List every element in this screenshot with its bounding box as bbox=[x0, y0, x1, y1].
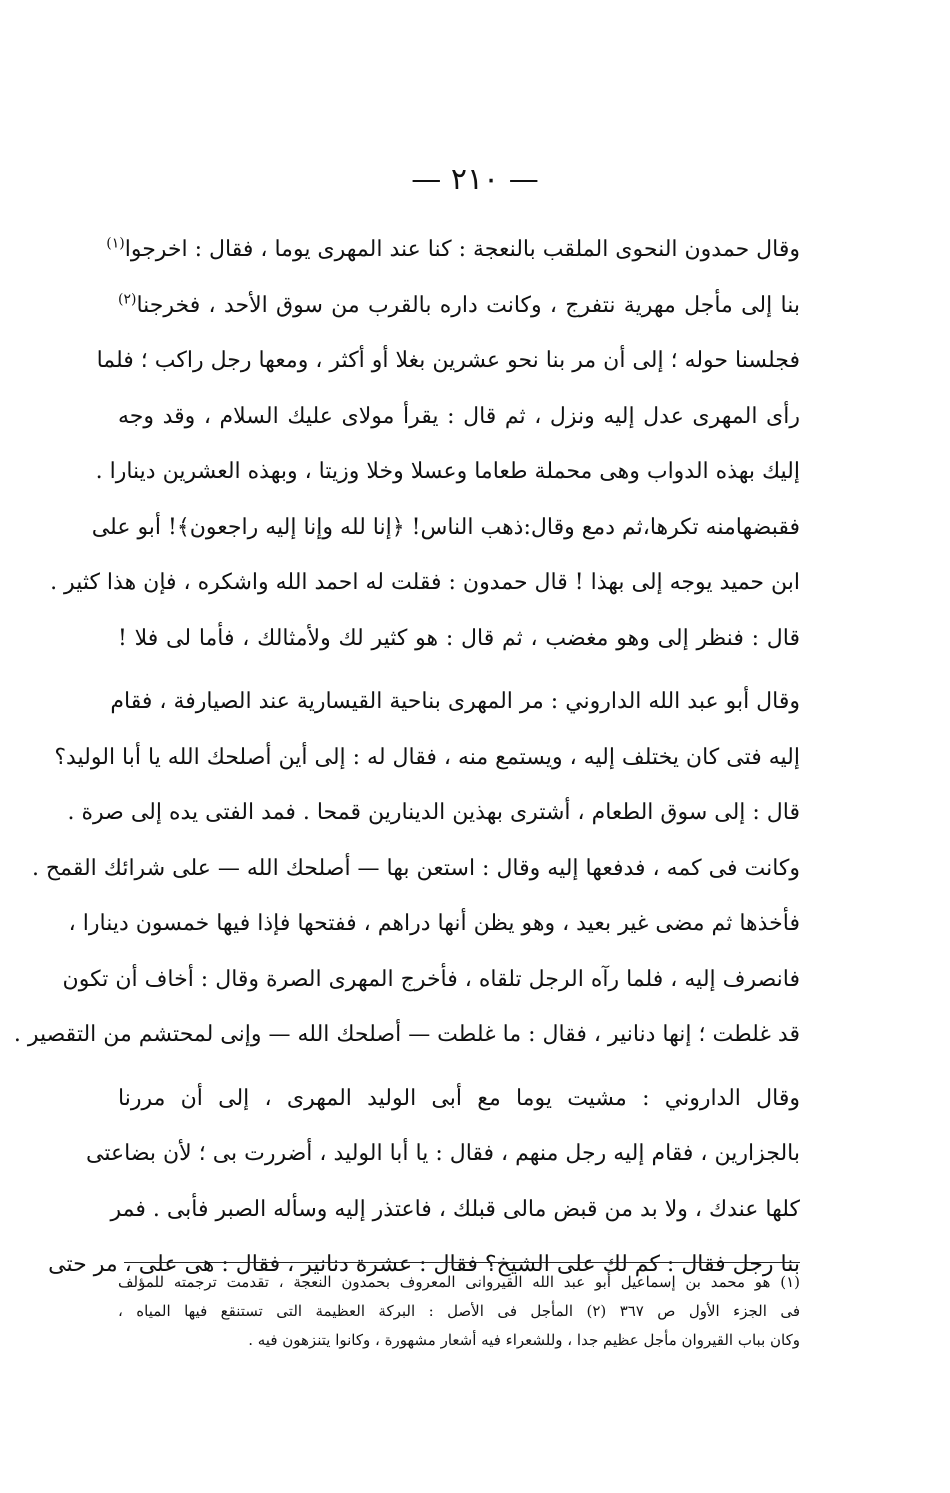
line-text: وقال حمدون النحوى الملقب بالنعجة : كنا عند المهرى يوما ، فقال : اخرجوا bbox=[124, 237, 800, 262]
paragraph-1 bbox=[50, 222, 800, 666]
paragraph-gap bbox=[118, 666, 800, 674]
text-line: وقال أبو عبد الله الداروني : مر المهرى بناحية القيسارية عند الصيارفة ، فقام bbox=[110, 689, 800, 714]
footnote-ref-2: (٢) bbox=[118, 291, 137, 308]
text-line: إليك بهذه الدواب وهى محملة طعاما وعسلا وخلا وزيتا ، وبهذه العشرين دينارا . bbox=[95, 459, 800, 484]
paragraph-3 bbox=[48, 1071, 800, 1293]
text-line: قال : إلى سوق الطعام ، أشترى بهذين الدينارين قمحا . فمد الفتى يده إلى صرة . bbox=[67, 800, 800, 825]
footnotes bbox=[118, 1268, 800, 1355]
footnote-divider bbox=[124, 1262, 800, 1263]
text-line: فأخذها ثم مضى غير بعيد ، وهو يظن أنها دراهم ، ففتحها فإذا فيها خمسون دينارا ، bbox=[68, 911, 800, 936]
text-line bbox=[118, 278, 800, 334]
text-line: قد غلطت ؛ إنها دنانير ، فقال : ما غلطت — أصلحك الله — وإنى لمحتشم من التقصير . bbox=[13, 1022, 800, 1047]
body-text bbox=[13, 222, 800, 1293]
paragraph-gap bbox=[118, 1063, 800, 1071]
footnote-ref-1: (١) bbox=[106, 235, 125, 252]
text-line: قال : فنظر إلى وهو مغضب ، ثم قال : هو كثير لك ولأمثالك ، فأما لى فلا ! bbox=[118, 625, 800, 651]
text-line: فانصرف إليه ، فلما رآه الرجل تلقاه ، فأخرج المهرى الصرة وقال : أخاف أن تكون bbox=[62, 966, 800, 992]
text-line: فقبضهامنه تكرها،ثم دمع وقال:ذهب الناس! ﴿إنا لله وإنا إليه راجعون﴾! أبو على bbox=[91, 514, 800, 540]
line-text: بنا إلى مأجل مهرية نتفرج ، وكانت داره بالقرب من سوق الأحد ، فخرجنا bbox=[136, 292, 800, 318]
text-line bbox=[106, 222, 800, 278]
text-line: ابن حميد يوجه إلى بهذا ! قال حمدون : فقلت له احمد الله واشكره ، فإن هذا كثير . bbox=[50, 570, 800, 595]
text-line: بالجزارين ، فقام إليه رجل منهم ، فقال : يا أبا الوليد ، أضررت بى ؛ لأن بضاعتى bbox=[86, 1141, 800, 1166]
text-line: رأى المهرى عدل إليه ونزل ، ثم قال : يقرأ مولاى عليك السلام ، وقد وجه bbox=[118, 403, 800, 429]
page-number: — ٢١٠ — bbox=[411, 162, 539, 197]
footnote-line: (١) هو محمد بن إسماعيل أبو عبد الله القيروانى المعروف بحمدون النعجة ، تقدمت ترجمته للمؤلف bbox=[118, 1273, 800, 1291]
text-line: وكانت فى كمه ، فدفعها إليه وقال : استعن بها — أصلحك الله — على شرائك القمح . bbox=[31, 855, 800, 881]
text-line: كلها عندك ، ولا بد من قبض مالى قبلك ، فاعتذر إليه وسأله الصبر فأبى . فمر bbox=[110, 1196, 800, 1222]
text-line: وقال الداروني : مشيت يوما مع أبى الوليد المهرى ، إلى أن مررنا bbox=[118, 1085, 800, 1111]
footnote-line: فى الجزء الأول ص ٣٦٧ (٢) المأجل فى الأصل : البركة العظيمة التى تستنقع فيها المياه ، bbox=[118, 1302, 801, 1320]
text-line: إليه فتى كان يختلف إليه ، ويستمع منه ، فقال له : إلى أين أصلحك الله يا أبا الوليد؟ bbox=[54, 744, 800, 770]
text-line: فجلسنا حوله ؛ إلى أن مر بنا نحو عشرين بغلا أو أكثر ، ومعها رجل راكب ؛ فلما bbox=[96, 348, 800, 373]
text-line: بنا رجل فقال : كم لك على الشيخ؟ فقال : عشرة دنانير ، فقال : هى على ، مر حتى bbox=[48, 1252, 800, 1277]
footnote-line: وكان بباب القيروان مأجل عظيم جدا ، وللشعراء فيه أشعار مشهورة ، وكانوا يتنزهون فيه . bbox=[248, 1331, 800, 1349]
paragraph-2 bbox=[13, 674, 800, 1063]
